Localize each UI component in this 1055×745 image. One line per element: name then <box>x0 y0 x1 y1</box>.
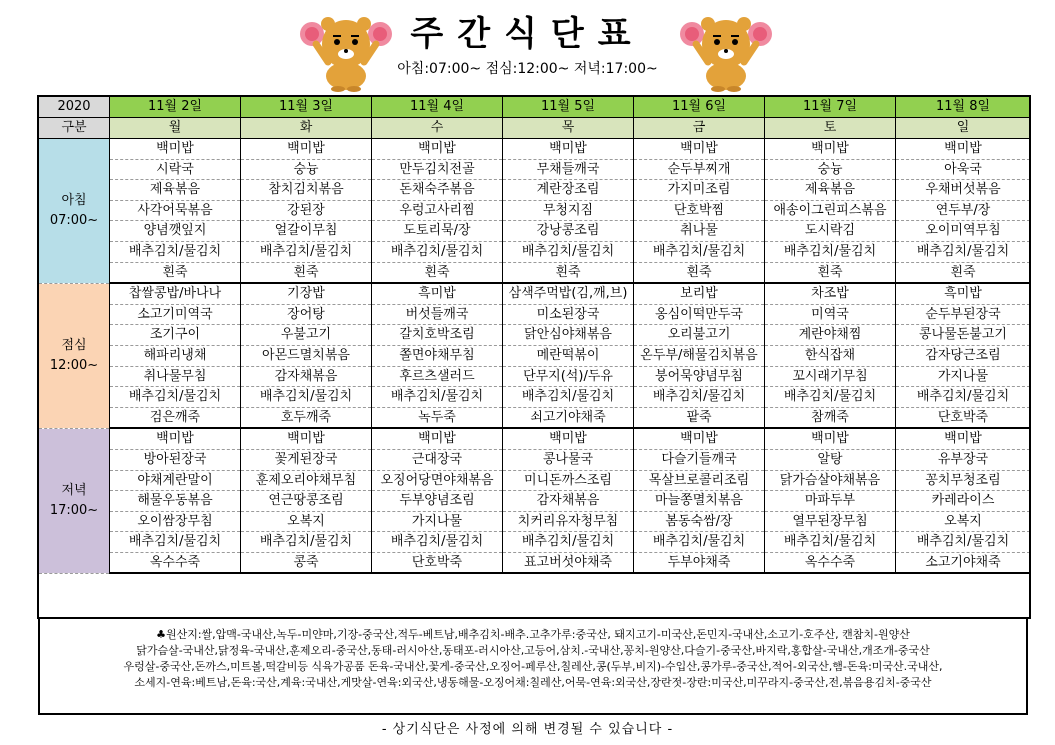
menu-item: 흰죽 <box>241 262 372 283</box>
menu-item: 가지미조림 <box>634 180 765 201</box>
menu-item: 흰죽 <box>503 262 634 283</box>
menu-item: 백미밥 <box>372 428 503 449</box>
menu-item: 아몬드멸치볶음 <box>241 345 372 366</box>
menu-item: 야채계란말이 <box>110 470 241 491</box>
menu-item: 백미밥 <box>765 139 896 160</box>
meal-time: 07:00~ <box>49 212 99 228</box>
menu-item: 차조밥 <box>765 283 896 304</box>
menu-item: 쫄면야채무침 <box>372 345 503 366</box>
day-cell: 목 <box>503 118 634 139</box>
day-cell: 일 <box>896 118 1031 139</box>
breakfast-row <box>39 139 1031 160</box>
menu-item: 백미밥 <box>634 428 765 449</box>
menu-item: 배추김치/물김치 <box>765 241 896 262</box>
menu-item: 순두부찌개 <box>634 159 765 180</box>
menu-item: 열무된장무침 <box>765 511 896 532</box>
menu-item: 소고기야채죽 <box>896 552 1031 573</box>
dinner-row <box>39 449 1031 470</box>
menu-item: 흰죽 <box>110 262 241 283</box>
dinner-row <box>39 470 1031 491</box>
menu-item: 삼색주먹밥(김,깨,브) <box>503 283 634 304</box>
menu-item: 돈채숙주볶음 <box>372 180 503 201</box>
menu-item: 연근땅콩조림 <box>241 491 372 512</box>
gubun-cell: 구분 <box>39 118 110 139</box>
menu-item: 감자채볶음 <box>241 366 372 387</box>
menu-item: 메란떡볶이 <box>503 345 634 366</box>
lunch-row <box>39 304 1031 325</box>
menu-item: 우채버섯볶음 <box>896 180 1031 201</box>
menu-item: 아욱국 <box>896 159 1031 180</box>
menu-item: 백미밥 <box>765 428 896 449</box>
menu-table <box>38 96 1031 574</box>
menu-item: 백미밥 <box>896 139 1031 160</box>
menu-item: 꽃게된장국 <box>241 449 372 470</box>
breakfast-row <box>39 221 1031 242</box>
menu-item: 쇠고기야채죽 <box>503 407 634 428</box>
year-cell: 2020 <box>39 97 110 118</box>
breakfast-row <box>39 159 1031 180</box>
menu-item: 배추김치/물김치 <box>765 387 896 408</box>
menu-item: 붕어묵양념무침 <box>634 366 765 387</box>
menu-item: 두부야채죽 <box>634 552 765 573</box>
meal-time: 17:00~ <box>49 502 99 518</box>
date-cell: 11월 5일 <box>503 97 634 118</box>
lion-mascot-icon <box>678 8 774 92</box>
menu-item: 미니돈까스조림 <box>503 470 634 491</box>
menu-item: 흰죽 <box>765 262 896 283</box>
menu-item: 오이미역무침 <box>896 221 1031 242</box>
menu-item: 방아된장국 <box>110 449 241 470</box>
date-cell: 11월 2일 <box>110 97 241 118</box>
menu-item: 배추김치/물김치 <box>372 532 503 553</box>
date-cell: 11월 8일 <box>896 97 1031 118</box>
menu-item: 백미밥 <box>503 139 634 160</box>
menu-item: 참치김치볶음 <box>241 180 372 201</box>
menu-item: 알탕 <box>765 449 896 470</box>
menu-item: 강낭콩조림 <box>503 221 634 242</box>
page-title: 주간식단표 <box>410 14 645 54</box>
menu-item: 백미밥 <box>110 139 241 160</box>
menu-item: 배추김치/물김치 <box>110 532 241 553</box>
menu-item: 배추김치/물김치 <box>896 532 1031 553</box>
meal-times: 아침:07:00~ 점심:12:00~ 저녁:17:00~ <box>397 61 658 77</box>
menu-item: 콩나물국 <box>503 449 634 470</box>
menu-item: 단호박죽 <box>896 407 1031 428</box>
dinner-row <box>39 491 1031 512</box>
menu-item: 사각어묵볶음 <box>110 200 241 221</box>
menu-item: 도시락김 <box>765 221 896 242</box>
date-cell: 11월 3일 <box>241 97 372 118</box>
lunch-row <box>39 283 1031 304</box>
menu-item: 백미밥 <box>634 139 765 160</box>
lunch-row <box>39 345 1031 366</box>
menu-item: 닭가슴살야채볶음 <box>765 470 896 491</box>
menu-item: 흑미밥 <box>372 283 503 304</box>
menu-item: 취나물무침 <box>110 366 241 387</box>
menu-item: 보리밥 <box>634 283 765 304</box>
meal-name: 저녁 <box>61 483 87 499</box>
menu-item: 오복지 <box>896 511 1031 532</box>
menu-item: 옥수수죽 <box>110 552 241 573</box>
menu-item: 표고버섯야채죽 <box>503 552 634 573</box>
menu-item: 두부양념조림 <box>372 491 503 512</box>
menu-item: 우불고기 <box>241 325 372 346</box>
menu-item: 시락국 <box>110 159 241 180</box>
menu-item: 배추김치/물김치 <box>896 241 1031 262</box>
header <box>0 0 1055 92</box>
menu-item: 제육볶음 <box>110 180 241 201</box>
menu-item: 배추김치/물김치 <box>241 387 372 408</box>
menu-item: 감자당근조림 <box>896 345 1031 366</box>
menu-item: 기장밥 <box>241 283 372 304</box>
menu-item: 가지나물 <box>372 511 503 532</box>
menu-item: 계란야채찜 <box>765 325 896 346</box>
lunch-row <box>39 407 1031 428</box>
menu-item: 순두부된장국 <box>896 304 1031 325</box>
menu-item: 참깨죽 <box>765 407 896 428</box>
menu-item: 배추김치/물김치 <box>634 387 765 408</box>
menu-item: 감자채볶음 <box>503 491 634 512</box>
menu-item: 무채들깨국 <box>503 159 634 180</box>
meal-name: 점심 <box>61 338 87 354</box>
menu-item: 흰죽 <box>634 262 765 283</box>
menu-item: 해파리냉채 <box>110 345 241 366</box>
day-row <box>39 118 1031 139</box>
menu-item: 검은깨죽 <box>110 407 241 428</box>
menu-item: 배추김치/물김치 <box>241 241 372 262</box>
menu-item: 콩죽 <box>241 552 372 573</box>
meal-name: 아침 <box>61 193 87 209</box>
day-cell: 화 <box>241 118 372 139</box>
menu-item: 다슬기들깨국 <box>634 449 765 470</box>
menu-item: 콩나물돈불고기 <box>896 325 1031 346</box>
menu-item: 배추김치/물김치 <box>503 532 634 553</box>
menu-item: 옹심이떡만두국 <box>634 304 765 325</box>
breakfast-row <box>39 180 1031 201</box>
footnote: - 상기식단은 사정에 의해 변경될 수 있습니다 - <box>381 722 674 737</box>
date-row <box>39 97 1031 118</box>
menu-item: 배추김치/물김치 <box>372 241 503 262</box>
origin-line: ♣원산지:쌀,압맥-국내산,녹두-미얀마,기장-중국산,적두-베트남,배추김치-배추.고추가루:중국산, 돼지고기-미국산,돈민지-국내산,소고기-호주산, 캔참치-원양산 <box>156 628 910 641</box>
menu-item: 우렁고사리찜 <box>372 200 503 221</box>
menu-item: 찹쌀콩밥/바나나 <box>110 283 241 304</box>
menu-item: 배추김치/물김치 <box>372 387 503 408</box>
dinner-row <box>39 532 1031 553</box>
menu-item: 유부장국 <box>896 449 1031 470</box>
breakfast-row <box>39 200 1031 221</box>
menu-item: 해물우동볶음 <box>110 491 241 512</box>
menu-item: 백미밥 <box>896 428 1031 449</box>
menu-item: 제육볶음 <box>765 180 896 201</box>
menu-item: 꽁치무청조림 <box>896 470 1031 491</box>
menu-item: 배추김치/물김치 <box>503 241 634 262</box>
day-cell: 토 <box>765 118 896 139</box>
menu-item: 가지나물 <box>896 366 1031 387</box>
menu-item: 백미밥 <box>503 428 634 449</box>
origin-line: 닭가슴살-국내산,닭정육-국내산,훈제오리-중국산,동태-러시아산,동태포-러시아산,고등어,삼치.-국내산,꽁치-원양산,다슬기-중국산,바지락,홍합살-국내산,개조개-중국산 <box>136 644 930 657</box>
menu-item: 꼬시래기무침 <box>765 366 896 387</box>
day-cell: 월 <box>110 118 241 139</box>
menu-item: 애송이그린피스볶음 <box>765 200 896 221</box>
menu-item: 배추김치/물김치 <box>110 387 241 408</box>
lunch-row <box>39 325 1031 346</box>
menu-item: 백미밥 <box>110 428 241 449</box>
menu-item: 닭안심야채볶음 <box>503 325 634 346</box>
menu-item: 무청지짐 <box>503 200 634 221</box>
menu-item: 배추김치/물김치 <box>765 532 896 553</box>
menu-item: 숭늉 <box>241 159 372 180</box>
date-cell: 11월 4일 <box>372 97 503 118</box>
menu-item: 팥죽 <box>634 407 765 428</box>
lunch-row <box>39 387 1031 408</box>
menu-item: 갈치호박조림 <box>372 325 503 346</box>
menu-item: 강된장 <box>241 200 372 221</box>
menu-item: 소고기미역국 <box>110 304 241 325</box>
dinner-row <box>39 511 1031 532</box>
meal-time: 12:00~ <box>49 357 99 373</box>
menu-item: 마늘쫑멸치볶음 <box>634 491 765 512</box>
dinner-row <box>39 428 1031 449</box>
menu-item: 봄동숙쌈/장 <box>634 511 765 532</box>
breakfast-label-cell <box>39 139 110 284</box>
menu-item: 미역국 <box>765 304 896 325</box>
menu-item: 단무지(석)/두유 <box>503 366 634 387</box>
menu-item: 백미밥 <box>241 139 372 160</box>
menu-item: 만두김치전골 <box>372 159 503 180</box>
breakfast-row <box>39 241 1031 262</box>
dinner-label-cell <box>39 428 110 573</box>
menu-item: 훈제오리야채무침 <box>241 470 372 491</box>
menu-item: 조기구이 <box>110 325 241 346</box>
menu-item: 단호박죽 <box>372 552 503 573</box>
menu-item: 배추김치/물김치 <box>634 532 765 553</box>
menu-item: 얼갈이무침 <box>241 221 372 242</box>
menu-item: 계란장조림 <box>503 180 634 201</box>
menu-item: 목살브로콜리조림 <box>634 470 765 491</box>
menu-item: 오복지 <box>241 511 372 532</box>
dinner-row <box>39 552 1031 573</box>
menu-item: 장어탕 <box>241 304 372 325</box>
menu-item: 오징어당면야채볶음 <box>372 470 503 491</box>
menu-item: 호두깨죽 <box>241 407 372 428</box>
menu-item: 백미밥 <box>372 139 503 160</box>
lunch-row <box>39 366 1031 387</box>
menu-item: 후르츠샐러드 <box>372 366 503 387</box>
menu-item: 미소된장국 <box>503 304 634 325</box>
menu-item: 근대장국 <box>372 449 503 470</box>
menu-item: 배추김치/물김치 <box>241 532 372 553</box>
menu-item: 카레라이스 <box>896 491 1031 512</box>
origin-line: 소세지-연육:베트남,돈육:국산,계육:국내산,게맛살-연육:외국산,냉동해물-오징어채:칠레산,어묵-연육:외국산,장란젓-장란:미국산,미꾸라지-중국산,전,볶음용김치-중국산 <box>134 676 932 689</box>
day-cell: 금 <box>634 118 765 139</box>
breakfast-row <box>39 262 1031 283</box>
date-cell: 11월 7일 <box>765 97 896 118</box>
menu-item: 오이쌈장무침 <box>110 511 241 532</box>
menu-item: 옥수수죽 <box>765 552 896 573</box>
menu-item: 취나물 <box>634 221 765 242</box>
day-cell: 수 <box>372 118 503 139</box>
menu-item: 흰죽 <box>896 262 1031 283</box>
lunch-label-cell <box>39 283 110 428</box>
menu-item: 치커리유자청무침 <box>503 511 634 532</box>
menu-item: 양념깻잎지 <box>110 221 241 242</box>
menu-item: 배추김치/물김치 <box>896 387 1031 408</box>
menu-item: 녹두죽 <box>372 407 503 428</box>
menu-item: 숭늉 <box>765 159 896 180</box>
menu-item: 마파두부 <box>765 491 896 512</box>
menu-item: 백미밥 <box>241 428 372 449</box>
menu-item: 연두부/장 <box>896 200 1031 221</box>
menu-item: 흑미밥 <box>896 283 1031 304</box>
menu-item: 도토리묵/장 <box>372 221 503 242</box>
menu-item: 한식잡채 <box>765 345 896 366</box>
menu-item: 배추김치/물김치 <box>503 387 634 408</box>
menu-item: 오리불고기 <box>634 325 765 346</box>
menu-item: 온두부/해물김치볶음 <box>634 345 765 366</box>
menu-item: 버섯들깨국 <box>372 304 503 325</box>
menu-item: 흰죽 <box>372 262 503 283</box>
menu-item: 단호박찜 <box>634 200 765 221</box>
origin-info <box>38 619 1028 715</box>
menu-item: 배추김치/물김치 <box>110 241 241 262</box>
menu-item: 배추김치/물김치 <box>634 241 765 262</box>
date-cell: 11월 6일 <box>634 97 765 118</box>
origin-line: 우렁살-중국산,돈까스,미트볼,떡갈비등 식육가공품 돈육-국내산,꽃게-중국산,오징어-페루산,칠레산,콩(두부,비지)-수입산,콩가루-중국산,적어-외국산,햄-돈육:미국산.국내산, <box>123 660 943 673</box>
